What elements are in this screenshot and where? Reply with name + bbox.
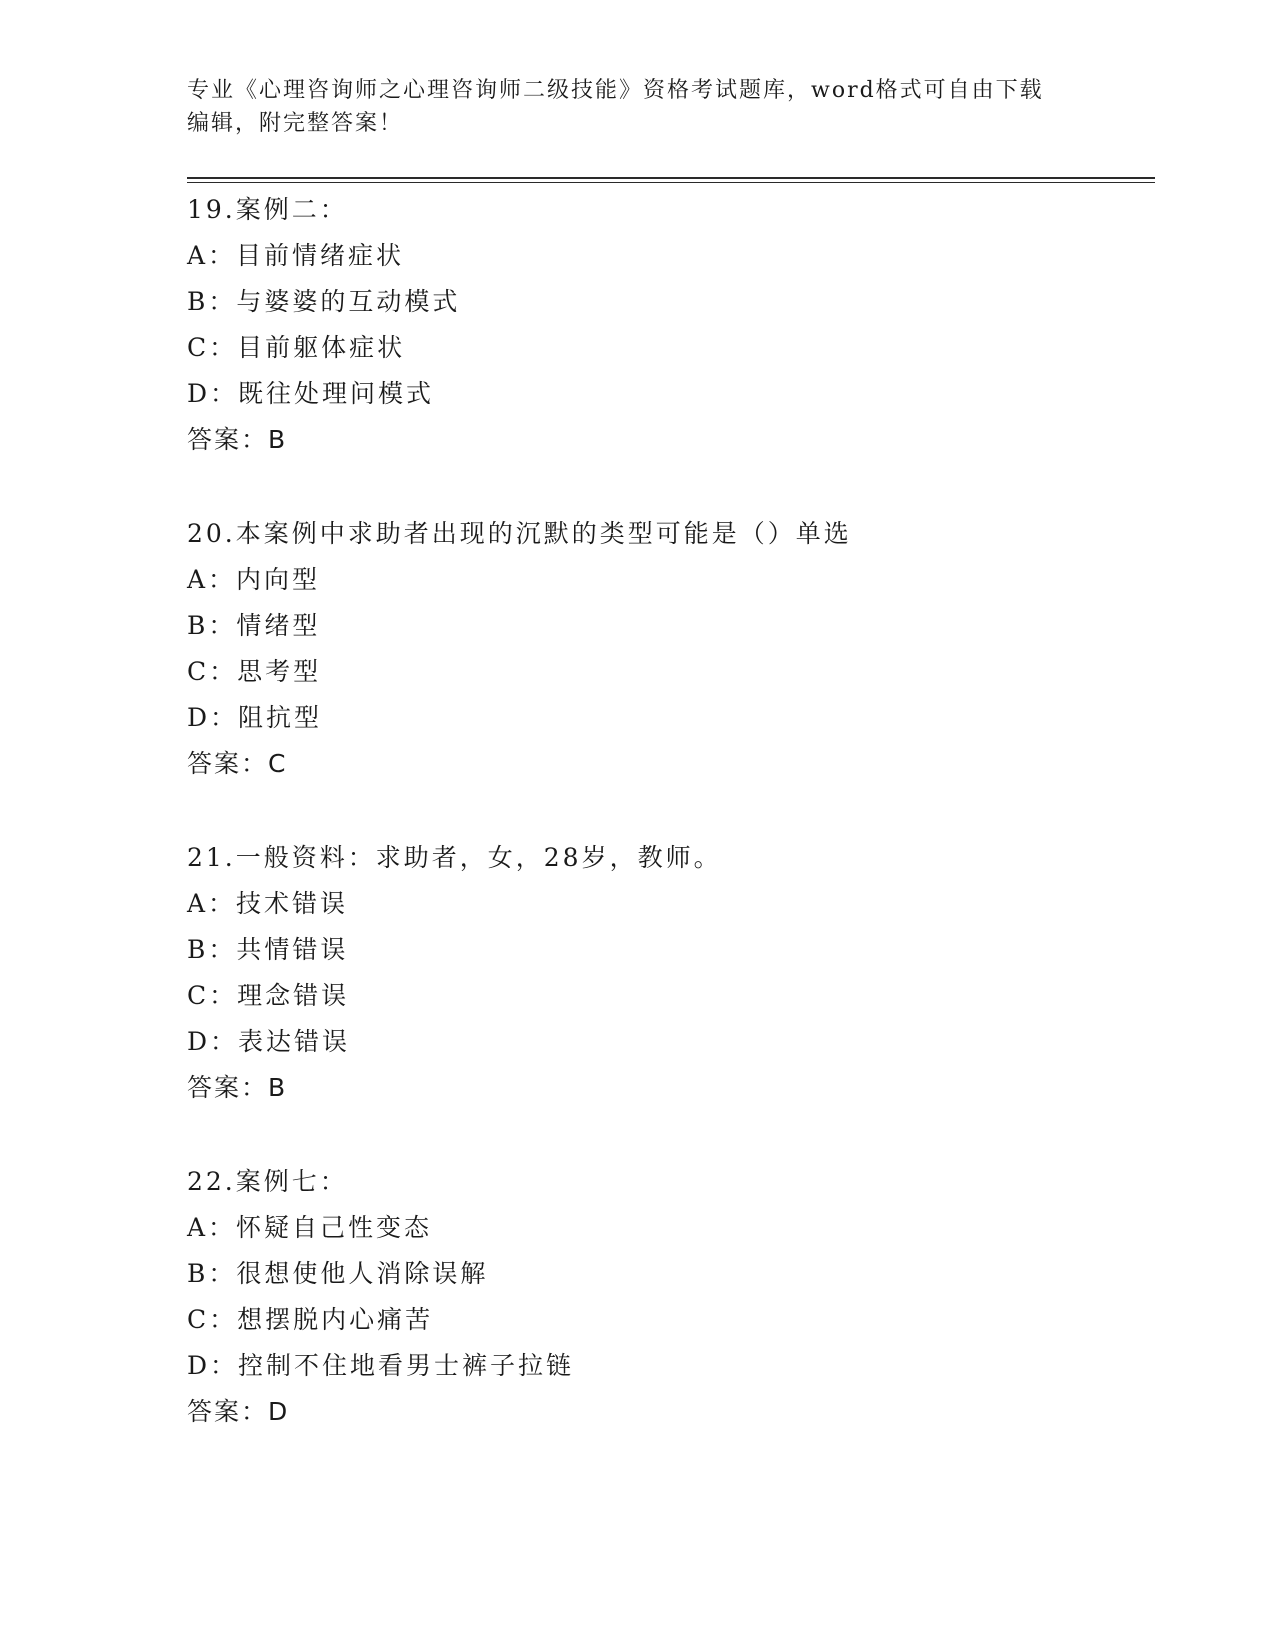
question-20 — [187, 511, 1147, 787]
option-d: D：表达错误 — [187, 1027, 351, 1056]
header-line-1: 专业《心理咨询师之心理咨询师二级技能》资格考试题库，word格式可自由下载 — [187, 78, 1044, 103]
option-c: C：理念错误 — [187, 981, 350, 1010]
option-a: A：怀疑自己性变态 — [187, 1213, 433, 1242]
header-line-2: 编辑，附完整答案！ — [187, 111, 404, 136]
answer-line: 答案：D — [187, 1397, 290, 1426]
answer-line: 答案：B — [187, 1073, 288, 1102]
document-header — [187, 74, 1087, 140]
question-19 — [187, 187, 1147, 463]
answer-line: 答案：B — [187, 425, 288, 454]
question-title: 21.一般资料：求助者，女，28岁，教师。 — [187, 843, 722, 872]
question-title: 19.案例二： — [187, 195, 348, 224]
header-divider-thick — [187, 177, 1155, 179]
option-b: B：很想使他人消除误解 — [187, 1259, 489, 1288]
option-c: C：目前躯体症状 — [187, 333, 406, 362]
question-22 — [187, 1159, 1147, 1435]
option-a: A：技术错误 — [187, 889, 349, 918]
option-c: C：思考型 — [187, 657, 322, 686]
question-title: 22.案例七： — [187, 1167, 348, 1196]
option-d: D：控制不住地看男士裤子拉链 — [187, 1351, 575, 1380]
question-21 — [187, 835, 1147, 1111]
option-b: B：情绪型 — [187, 611, 321, 640]
answer-line: 答案：C — [187, 749, 288, 778]
option-b: B：共情错误 — [187, 935, 349, 964]
option-d: D：既往处理问模式 — [187, 379, 435, 408]
question-list — [187, 187, 1147, 1483]
header-divider-thin — [187, 182, 1155, 183]
question-title: 20.本案例中求助者出现的沉默的类型可能是（）单选 — [187, 519, 852, 548]
option-b: B：与婆婆的互动模式 — [187, 287, 461, 316]
option-c: C：想摆脱内心痛苦 — [187, 1305, 434, 1334]
option-a: A：目前情绪症状 — [187, 241, 405, 270]
option-a: A：内向型 — [187, 565, 321, 594]
option-d: D：阻抗型 — [187, 703, 323, 732]
